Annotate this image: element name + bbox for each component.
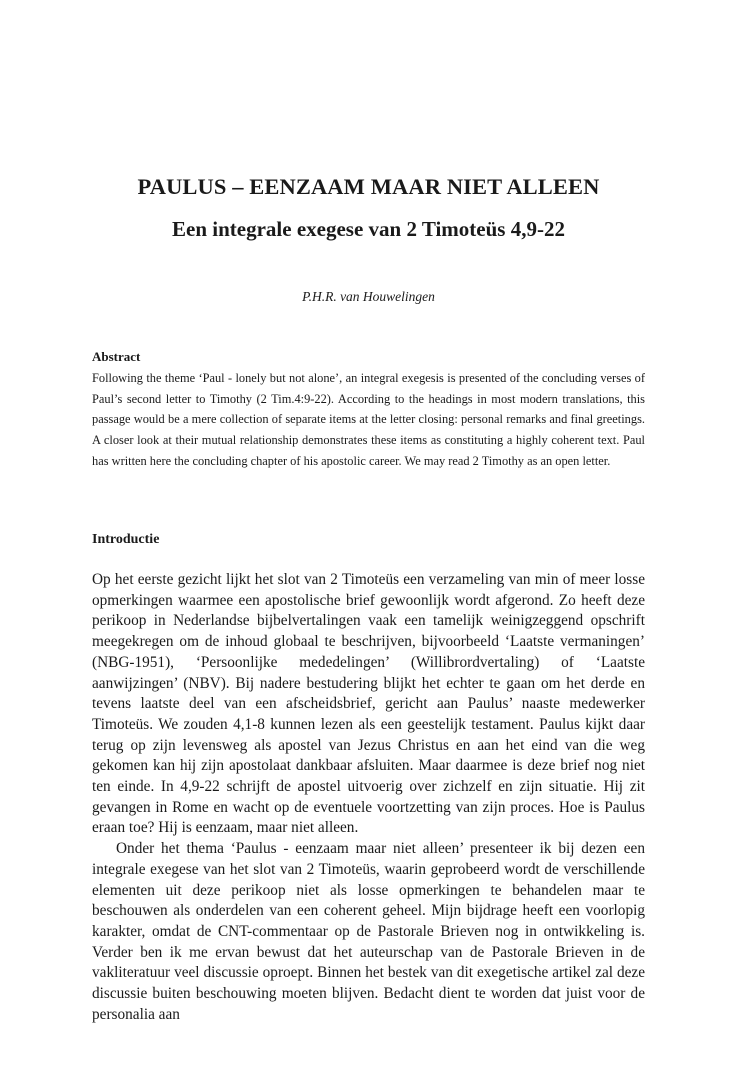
paragraph-2: Onder het thema ‘Paulus - eenzaam maar niet alleen’ presenteer ik bij dezen een integrale exegese van het slot van 2 Timoteüs, waarin geprobeerd wordt de verschillende elementen uit deze perikoop niet als losse opmerkingen te behandelen maar te beschouwen als onderdelen van een coherent geheel. Mijn bijdrage heeft een voorlopig karakter, omdat de CNT-commentaar op de Pastorale Brieven nog in ontwikkeling is. Verder ben ik me ervan bewust dat het auteurschap van de Pastorale Brieven in de vakliteratuur veel discussie oproept. Binnen het bestek van dit exegetische artikel zal deze discussie buiten beschouwing moeten blijven. Bedacht dient te worden dat juist voor de personalia aan: [92, 840, 645, 1023]
abstract-text: Following the theme ‘Paul - lonely but not alone’, an integral exegesis is presented of the concluding verses of Paul’s second letter to Timothy (2 Tim.4:9-22). According to the headings in most modern translations, this passage would be a mere collection of separate items at the letter closing: personal remarks and final greetings. A closer look at their mutual relationship demonstrates these items as constituting a highly coherent text. Paul has written here the concluding chapter of his apostolic career. We may read 2 Timothy as an open letter.: [92, 371, 645, 468]
article-author: P.H.R. van Houwelingen: [302, 289, 435, 304]
paragraph-1: Op het eerste gezicht lijkt het slot van 2 Timoteüs een verzameling van min of meer losse opmerkingen waarmee een apostolische brief gewoonlijk wordt afgerond. Zo heeft deze perikoop in Nederlandse bijbelvertalingen vaak een tamelijk weinigzeggend opschrift meegekregen om de inhoud globaal te beschrijven, bijvoorbeeld ‘Laatste vermaningen’ (NBG-1951), ‘Persoonlijke mededelingen’ (Willibrordvertaling) of ‘Laatste aanwijzingen’ (NBV). Bij nadere bestudering blijkt het echter te gaan om het derde en tevens laatste deel van een afscheidsbrief, gericht aan Paulus’ naaste medewerker Timoteüs. We zouden 4,1-8 kunnen lezen als een geestelijk testament. Paulus kijkt daar terug op zijn levensweg als apostel van Jezus Christus en aan het eind van die weg gekomen kan hij zijn apostolaat dankbaar afsluiten. Maar daarmee is deze brief nog niet ten einde. In 4,9-22 schrijft de apostel uitvoerig over zichzelf en zijn situatie. Hij zit gevangen in Rome en wacht op de eventuele voortzetting van zijn proces. Hoe is Paulus eraan toe? Hij is eenzaam, maar niet alleen.: [92, 571, 645, 837]
article-title: PAULUS – EENZAAM MAAR NIET ALLEEN: [137, 174, 600, 199]
introduction-body: [92, 570, 645, 1025]
section-heading-introductie: Introductie: [92, 532, 160, 547]
article-subtitle: Een integrale exegese van 2 Timoteüs 4,9-22: [172, 217, 565, 241]
abstract-heading: Abstract: [92, 349, 141, 364]
